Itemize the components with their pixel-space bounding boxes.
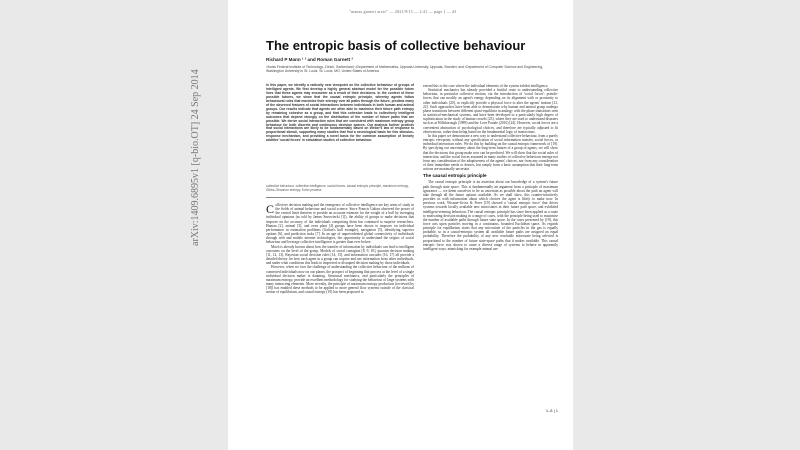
continued-paragraph: extend this to the case where the individual elements of the system exhibit intelligence. <box>423 84 549 88</box>
body-paragraph: Much is already known about how the transfer of information by individuals can lead to intelligent outcomes on the level of the group. Models of social contagion [8, 9, 10], quorum decision making [11, 12, 13], Bayesian social decision rules [14, 15], and information cascades [16, 17] all provide a detailed theory for how each agent in a group can acquire and use information from other individuals, and under what conditions this leads to improved or disrupted decision making by those individuals. <box>266 244 414 266</box>
body-paragraph: The causal entropic principle is an assertion about our knowledge of a system's future path through state space. This is fundamentally an argument from a principle of maximum ignorance — we deem ourselves to be as uncertain as possible about the path an agent will take through all the future options available. As we shall show, this counter-intuitively provides us with information about which choices the agent is likely to make now. In previous work, Wissner-Gross & Freer [19] showed a 'causal entropic force' that drives systems towards locally available new microstates in their future path space, and exhibited intelligent-seeming behaviour. The causal entropic principle has since been applied as a route to motivating decision making in a range of cases, with the principle being used to maximise the number of available paths through future state space. In the cases presented by [19], this force acts upon particles moving in a continuous, bounded Euclidean space. As regards principle for equilibrium states that any microstate of the particles in the gas is equally probable, so in a causal-entropic system all available future paths are assigned an equal probability. Therefore the probability of any new reachable microstate being selected is proportional to the number of future state-space paths that it makes available. This causal entropic force was shown to cause a diverse range of systems to behave in apparently intelligent ways, mimicking for example animal use <box>423 180 558 251</box>
author-line: Richard P Mann ¹ ² and Roman Garnett ³ <box>266 57 353 62</box>
drop-cap: C <box>266 202 275 216</box>
body-paragraph: Statistical mechanics has already provided a fruitful route to understanding collective behaviour, in particular collective motion, via the introduction of 'social forces': pseudo-forces that can modify an agent's energy depending on its alignment with or proximity to other individuals [20], or explicitly provide a physical force to alter the agents' motion [21, 22]. Such approaches have been able to demonstrate why human and animal group undergo phase transitions between different quasi-equilibria in analogy with the phase transitions seen in statistical-mechanical systems, and have been developed to a particularly high degree of sophistication in the study of human crowds [23], where they are used to understand disasters such as at Hillsborough (1989) and the Love Parade (2010) [24]. However, social forces are a convenient abstraction of psychological choices, and therefore are typically adjusted to fit observations, rather than being based on the fundamental logic of interactions. <box>423 88 558 134</box>
body-paragraph: However, when we face the challenge of understanding the collective behaviour of the millions of connected individuals now on our planet, the prospect of beginning that process at the level of a single individual decision maker is daunting. Structural mechanics, and particularly the principles of maximum entropy, provide an excellent methodology for studying the behaviour of large systems with many interacting elements. More recently, the principle of maximum entropy production (reviewed by [18]) has enabled these methods to be applied to more general flow systems outside of the classical notion of equilibrium, and causal entropy [19] has been proposed to <box>266 265 414 295</box>
running-header: "manas garnett arxiv" — 2021/9/15 — 2:41 — page 1 — #1 <box>349 9 457 14</box>
intro-paragraph <box>266 203 414 245</box>
arxiv-stamp: arXiv:1409.6895v1 [q-bio.OT] 24 Sep 2014 <box>190 69 201 246</box>
paper-title: The entropic basis of collective behaviour <box>266 38 526 53</box>
keywords: collective behaviour, collective intelligence, social forces, causal entropic principle, maximum entropy, Gibbs–Shannon entropy, Kuhn process <box>266 184 409 192</box>
body-paragraph: In this paper we demonstrate a new way to understand collective behaviour, from a purely entropic viewpoint, without any specification of social information transfer, social forces, or individual interaction rules. We do this by building on the causal entropic framework of [19]. By specifying our uncertainty about the long-term futures of a group of agents, we will show that the decisions this group make now can be predicted. We will show that the social rules of interaction, and the social forces assumed in many studies of collective behaviour emerge not from any consideration of the adaptiveness of the agents' choices, nor from any consideration of their immediate needs or desires, but simply from a basic assumption that their long-term actions are maximally uncertain. <box>423 133 558 172</box>
left-column <box>266 203 414 294</box>
divider <box>266 197 414 198</box>
affiliations: ¹Swiss Federal Institute of Technology, Zürich, Switzerland; ²Department of Mathematics, Uppsala University, Uppsala, Sweden; and ³Department of Computer Science and Engineering, Washington University in St. Louis, St. Louis, MO, United States of America <box>266 65 544 73</box>
intro-text: ollective decision making and the emergence of collective intelligence are key areas of study in the fields of animal behaviour and social science. Since Francis Galton observed the power of the central limit theorem to provide an accurate estimate for the weight of a bull by averaging individual opinions (as told by James Surowiecki [1]), the ability of groups to make decisions that improve on the accuracy of the individuals comprising them has continued to surprise researchers. Human [2], animal [3], and even plant [4] groups have been shown to improve on individual performance in estimation problems (Galton's bull example), navigation [5], identifying superior options [6], and prediction tasks [7]. In an age of unprecedented global connectivity of individuals through web and mobile internet technologies, the opportunity to understand the origins of social behaviour and leverage collective intelligence is greater than ever before. <box>266 203 414 245</box>
page-footer: 1–8 | 1 <box>545 408 558 413</box>
paper-page <box>190 0 573 450</box>
abstract: In this paper, we identify a radically new viewpoint on the collective behaviour of groups of intelligent agents. We first develop a highly general abstract model for the possible future lives that these agents may encounter as a result of their decisions. In the context of these possible futures, we show that the causal entropic principle, whereby agents follow behavioural rules that maximise their entropy over all paths through the future, predicts many of the observed features of social interactions between individuals in both human and animal groups. Our results indicate that agents are often able to maximise their future path entropy by remaining cohesive as a group, and that this cohesion leads to collectively intelligent outcomes that depend strongly on the distribution of the number of future paths that are possible. We derive social interaction rules that are consistent with maximum entropy group behaviour for both discrete and continuous decision spaces. Our analysis further predicts that social interactions are likely to be fundamentally based on Weber's law of response to proportional stimuli, supporting many studies that find a neurological basis for this stimulus-response mechanism, and providing a novel basis for the common assumption of linearly additive 'social forces' in simulation studies of collective behaviour. <box>266 83 414 143</box>
section-heading: The causal entropic principle <box>423 173 487 179</box>
right-column <box>423 84 558 251</box>
